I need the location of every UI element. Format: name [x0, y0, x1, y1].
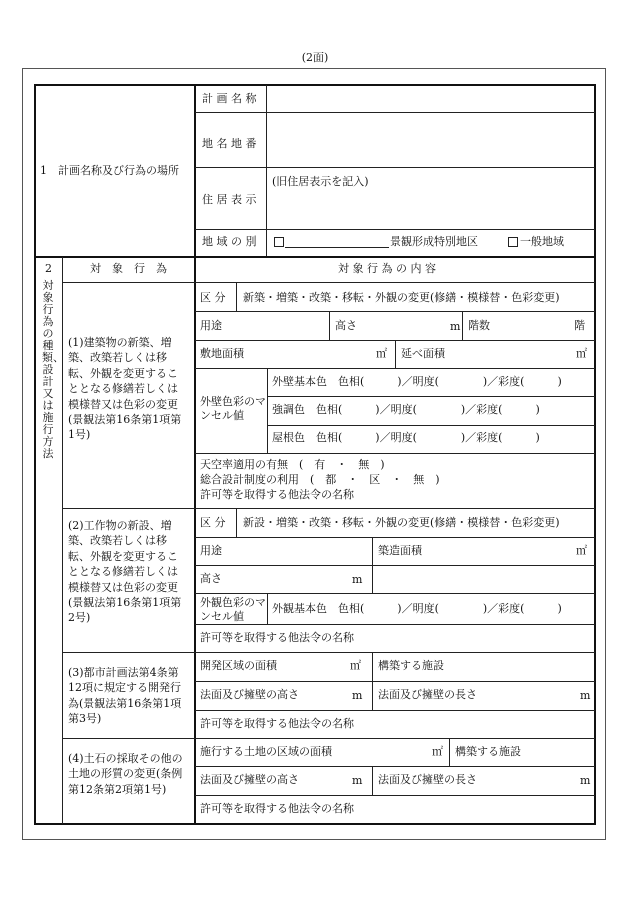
item2-height-unit: m	[352, 573, 363, 586]
item1-height-unit: m	[450, 320, 461, 333]
item1-height-label: 高さ	[335, 319, 357, 332]
head-right: 対 象 行 為 の 内 容	[338, 262, 436, 275]
item2-description: (2)工作物の新設、増築、改築若しくは移転、外観を変更することとなる修繕若しくは模様替又は色彩の変更(景観法第16条第1項第2号)	[68, 519, 182, 625]
item4-slope-length-label: 法面及び擁壁の長さ	[378, 773, 477, 786]
item1-roof: 屋根色 色相( )／明度( )／彩度( )	[272, 431, 540, 444]
area-type-label: 地 域 の 別	[202, 235, 257, 248]
item1-wall-color-label: 外壁色彩のマンセル値	[200, 395, 266, 422]
item4-slope-height-unit: m	[352, 774, 363, 787]
item3-slope-length-unit: m	[580, 689, 591, 702]
item3-facility-label: 構築する施設	[378, 659, 444, 672]
item4-land-area-label: 施行する土地の区域の面積	[200, 745, 332, 758]
item1-kubun-text: 新築・増築・改築・移転・外観の変更(修繕・模様替・色彩変更)	[243, 291, 560, 304]
item3-slope-height-label: 法面及び擁壁の高さ	[200, 688, 299, 701]
general-label: 一般地域	[520, 235, 564, 248]
item3-dev-area-unit: ㎡	[350, 659, 361, 672]
item1-floors-label: 階数	[468, 319, 490, 332]
item1-design-line: 総合設計制度の利用 ( 都 ・ 区 ・ 無 )	[200, 473, 440, 486]
general-checkbox[interactable]	[508, 237, 518, 247]
item2-build-area-label: 築造面積	[378, 544, 422, 557]
item1-site-area-label: 敷地面積	[200, 347, 244, 360]
section1-label-divider	[266, 85, 267, 256]
item4-description: (4)土石の採取その他の土地の形質の変更(条例第12条第2項第1号)	[68, 752, 183, 796]
item1-floor-area-label: 延べ面積	[401, 347, 445, 360]
section1-title: 1 計画名称及び行為の場所	[40, 164, 179, 177]
item1-description: (1)建築物の新築、増築、改築若しくは移転、外観を変更することとなる修繕若しくは模様替又は色彩の変更(景観法第16条第1項第1号)	[68, 336, 182, 442]
item3-permit: 許可等を取得する他法令の名称	[200, 717, 354, 730]
item4-slope-length-unit: m	[580, 774, 591, 787]
section2-number: 2	[45, 262, 52, 275]
item2-kubun-label: 区 分	[200, 516, 226, 529]
item4-facility-label: 構築する施設	[455, 745, 521, 758]
item1-kubun-label: 区 分	[200, 291, 226, 304]
item2-wall-color-label: 外観色彩のマンセル値	[200, 596, 266, 623]
item4-slope-height-label: 法面及び擁壁の高さ	[200, 773, 299, 786]
item1-sky-line: 天空率適用の有無 ( 有 ・ 無 )	[200, 458, 385, 471]
head-left: 対 象 行 為	[90, 262, 167, 275]
item2-use-label: 用途	[200, 544, 222, 557]
item3-description: (3)都市計画法第4条第12項に規定する開発行為(景観法第16条第1項第3号)	[68, 666, 182, 726]
lot-number-label: 地 名 地 番	[202, 137, 257, 150]
section2-title: 対象行為の種類、設計又は施行方法	[42, 279, 64, 460]
district-label: 景観形成特別地区	[390, 235, 478, 248]
item2-wall-base: 外観基本色 色相( )／明度( )／彩度( )	[272, 602, 562, 615]
section1-divider	[194, 85, 196, 256]
item1-floors-unit: 階	[574, 319, 585, 332]
item3-slope-length-label: 法面及び擁壁の長さ	[378, 688, 477, 701]
district-checkbox[interactable]	[274, 237, 284, 247]
item4-permit: 許可等を取得する他法令の名称	[200, 802, 354, 815]
section-divider	[35, 256, 595, 258]
item2-height-label: 高さ	[200, 572, 222, 585]
item3-dev-area-label: 開発区域の面積	[200, 659, 277, 672]
item1-wall-base: 外壁基本色 色相( )／明度( )／彩度( )	[272, 375, 562, 388]
item1-floor-area-unit: ㎡	[576, 347, 587, 360]
page-number: (2面)	[301, 51, 329, 64]
item1-site-area-unit: ㎡	[376, 347, 387, 360]
item1-accent: 強調色 色相( )／明度( )／彩度( )	[272, 403, 540, 416]
item4-land-area-unit: ㎡	[432, 745, 443, 758]
item3-slope-height-unit: m	[352, 689, 363, 702]
item1-permit: 許可等を取得する他法令の名称	[200, 488, 354, 501]
address-label: 住 居 表 示	[202, 193, 257, 206]
address-note: (旧住居表示を記入)	[272, 175, 369, 188]
item2-build-area-unit: ㎡	[576, 544, 587, 557]
item1-use-label: 用途	[200, 319, 222, 332]
plan-name-label: 計 画 名 称	[202, 92, 257, 105]
item2-permit: 許可等を取得する他法令の名称	[200, 631, 354, 644]
item2-kubun-text: 新設・増築・改築・移転・外観の変更(修繕・模様替・色彩変更)	[243, 516, 560, 529]
